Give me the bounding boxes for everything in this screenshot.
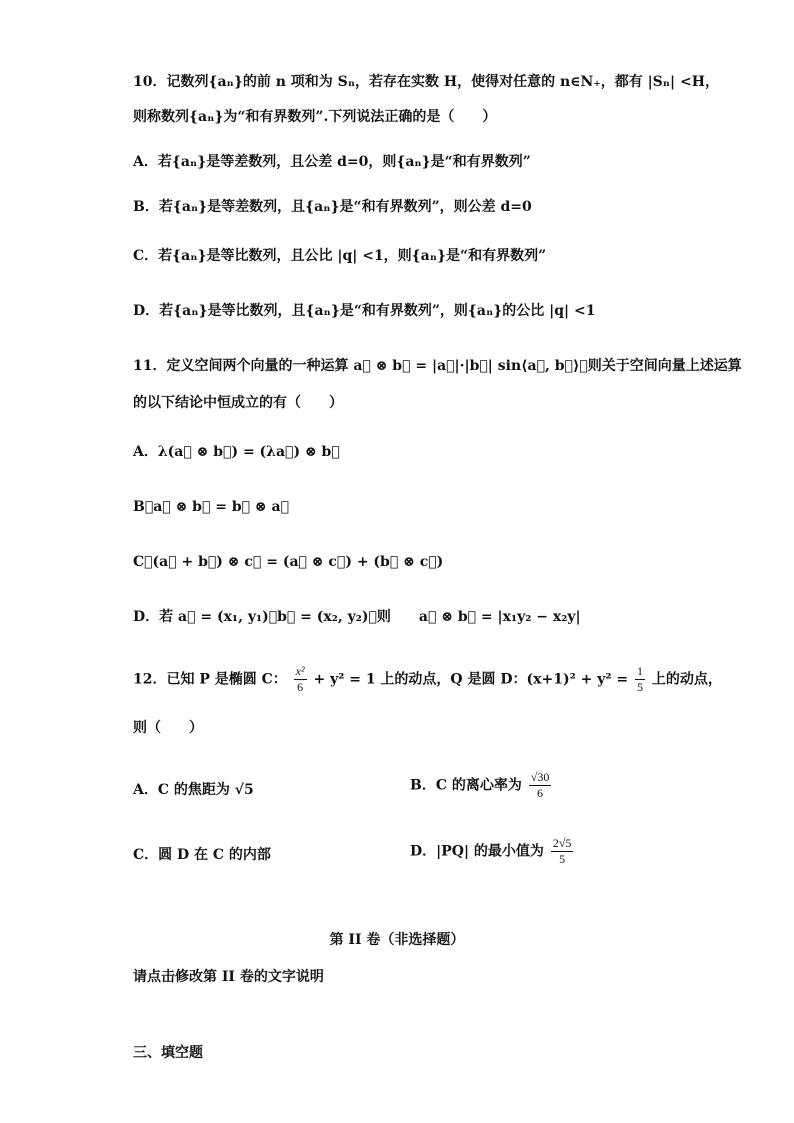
q12-option-b-label: B．C 的离心率为	[410, 777, 522, 794]
q10-stem-line1: 10．记数列{aₙ}的前 n 项和为 Sₙ，若存在实数 H，使得对任意的 n∈N₊，都有 |Sₙ| <H，	[133, 74, 719, 90]
q10-option-c: C．若{aₙ}是等比数列，且公比 |q| <1，则{aₙ}是“和有界数列”	[133, 248, 547, 264]
eccentricity-denominator: 6	[537, 786, 544, 800]
q12-option-a: A．C 的焦距为 √5	[133, 782, 254, 798]
q12-stem-mid: + y² = 1 上的动点，Q 是圆 D：(x+1)² + y² =	[313, 671, 629, 688]
min-distance-numerator: 2√5	[552, 836, 572, 850]
q12-option-d-label: D．|PQ| 的最小值为	[410, 843, 544, 860]
ellipse-denominator: 6	[297, 680, 304, 694]
ellipse-fraction	[294, 664, 307, 695]
ellipse-numerator: x²	[295, 664, 305, 678]
q11-stem-line2: 的以下结论中恒成立的有（ ）	[133, 395, 343, 411]
q11-option-a: A．λ(a⃗ ⊗ b⃗) = (λa⃗) ⊗ b⃗	[133, 444, 340, 460]
part2-note[interactable]: 请点击修改第 II 卷的文字说明	[133, 969, 324, 985]
q12-stem-post: 上的动点，	[651, 671, 722, 688]
q12-stem-line1	[133, 664, 722, 695]
q10-stem-line2: 则称数列{aₙ}为“和有界数列”.下列说法正确的是（ ）	[133, 109, 497, 125]
q10-option-b: B．若{aₙ}是等差数列，且{aₙ}是“和有界数列”，则公差 d=0	[133, 199, 532, 215]
circle-denominator: 5	[636, 680, 643, 694]
q10-option-a: A．若{aₙ}是等差数列，且公差 d=0，则{aₙ}是“和有界数列”	[133, 154, 531, 170]
min-distance-fraction	[551, 836, 574, 867]
q11-option-b: B．a⃗ ⊗ b⃗ = b⃗ ⊗ a⃗	[133, 499, 289, 515]
eccentricity-fraction	[529, 770, 552, 801]
q11-option-d: D．若 a⃗ = (x₁, y₁)，b⃗ = (x₂, y₂)，则 a⃗ ⊗ b⃗ = |x₁y₂ − x₂y|	[133, 609, 581, 625]
q12-option-b	[410, 770, 553, 801]
eccentricity-numerator: √30	[530, 770, 550, 784]
q10-option-d: D．若{aₙ}是等比数列，且{aₙ}是“和有界数列”，则{aₙ}的公比 |q| <1	[133, 303, 596, 319]
q12-stem-line2: 则（ ）	[133, 720, 203, 736]
min-distance-denominator: 5	[559, 852, 566, 866]
part2-title: 第 II 卷（非选择题）	[329, 932, 465, 948]
q12-option-c: C．圆 D 在 C 的内部	[133, 847, 271, 863]
q11-stem-line1: 11．定义空间两个向量的一种运算 a⃗ ⊗ b⃗ = |a⃗|·|b⃗| sin⟨a⃗, b⃗⟩，则关于空间向量上述运算	[133, 358, 742, 374]
q11-option-c: C．(a⃗ + b⃗) ⊗ c⃗ = (a⃗ ⊗ c⃗) + (b⃗ ⊗ c⃗)	[133, 554, 444, 570]
q12-option-d	[410, 836, 575, 867]
section-fill-in-blank: 三、填空题	[133, 1045, 203, 1061]
q12-stem-pre: 12．已知 P 是椭圆 C：	[133, 671, 287, 688]
circle-fraction	[635, 664, 645, 695]
circle-numerator: 1	[636, 664, 643, 678]
